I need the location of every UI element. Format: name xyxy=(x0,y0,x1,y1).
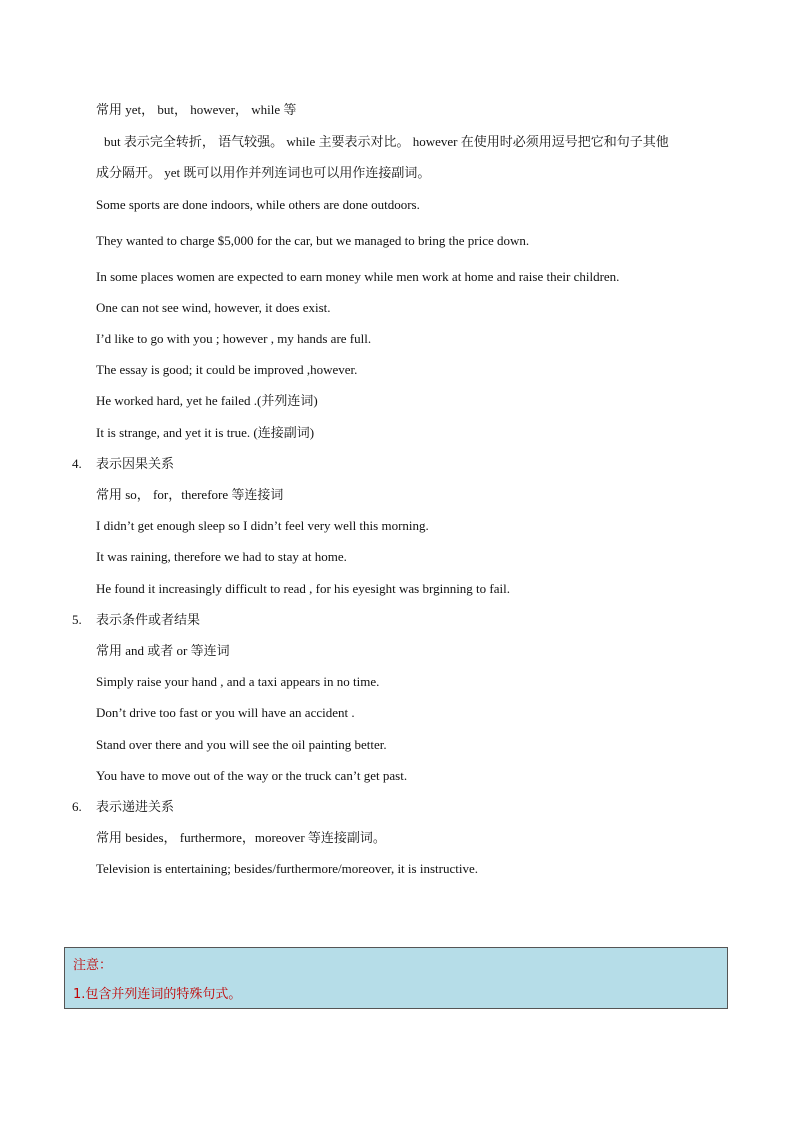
note-box xyxy=(64,947,728,1009)
section4-common: 常用 so， for，therefore 等连接词 xyxy=(96,487,284,502)
note-item: 1.包含并列连词的特殊句式。 xyxy=(73,987,242,1002)
example-sentence: I didn’t get enough sleep so I didn’t feel very well this morning. xyxy=(96,518,429,533)
example-sentence: You have to move out of the way or the truck can’t get past. xyxy=(96,768,408,783)
example-sentence: Some sports are done indoors, while others are done outdoors. xyxy=(96,197,420,212)
example-sentence: Simply raise your hand , and a taxi appears in no time. xyxy=(96,674,380,689)
section3-common: 常用 yet， but， however， while 等 xyxy=(96,102,297,117)
section6-number: 6. xyxy=(72,799,82,814)
note-title: 注意： xyxy=(73,958,113,973)
example-sentence: They wanted to charge $5,000 for the car, but we managed to bring the price down. xyxy=(96,233,530,248)
example-sentence: One can not see wind, however, it does exist. xyxy=(96,300,331,315)
example-sentence: It is strange, and yet it is true. (连接副词) xyxy=(96,425,315,440)
example-sentence: The essay is good; it could be improved ,however. xyxy=(96,362,358,377)
example-sentence: It was raining, therefore we had to stay at home. xyxy=(96,549,347,564)
section3-explanation-line2: 成分隔开。 yet 既可以用作并列连词也可以用作连接副词。 xyxy=(96,165,431,180)
section3-explanation-line1: but 表示完全转折， 语气较强。 while 主要表示对比。 however 在使用时必须用逗号把它和句子其他 xyxy=(104,134,669,149)
example-sentence: In some places women are expected to earn money while men work at home and raise their children. xyxy=(96,269,620,284)
example-sentence: Television is entertaining; besides/furthermore/moreover, it is instructive. xyxy=(96,861,478,876)
section5-title: 表示条件或者结果 xyxy=(96,612,201,627)
example-sentence: Stand over there and you will see the oil painting better. xyxy=(96,737,387,752)
example-sentence: He worked hard, yet he failed .(并列连词) xyxy=(96,393,318,408)
section5-number: 5. xyxy=(72,612,82,627)
example-sentence: Don’t drive too fast or you will have an accident . xyxy=(96,705,355,720)
section6-title: 表示递进关系 xyxy=(96,799,175,814)
example-sentence: I’d like to go with you ; however , my hands are full. xyxy=(96,331,372,346)
section6-common: 常用 besides， furthermore，moreover 等连接副词。 xyxy=(96,830,386,845)
section5-common: 常用 and 或者 or 等连词 xyxy=(96,643,230,658)
example-sentence: He found it increasingly difficult to read , for his eyesight was brginning to fail. xyxy=(96,581,510,596)
section4-number: 4. xyxy=(72,456,82,471)
section4-title: 表示因果关系 xyxy=(96,456,175,471)
